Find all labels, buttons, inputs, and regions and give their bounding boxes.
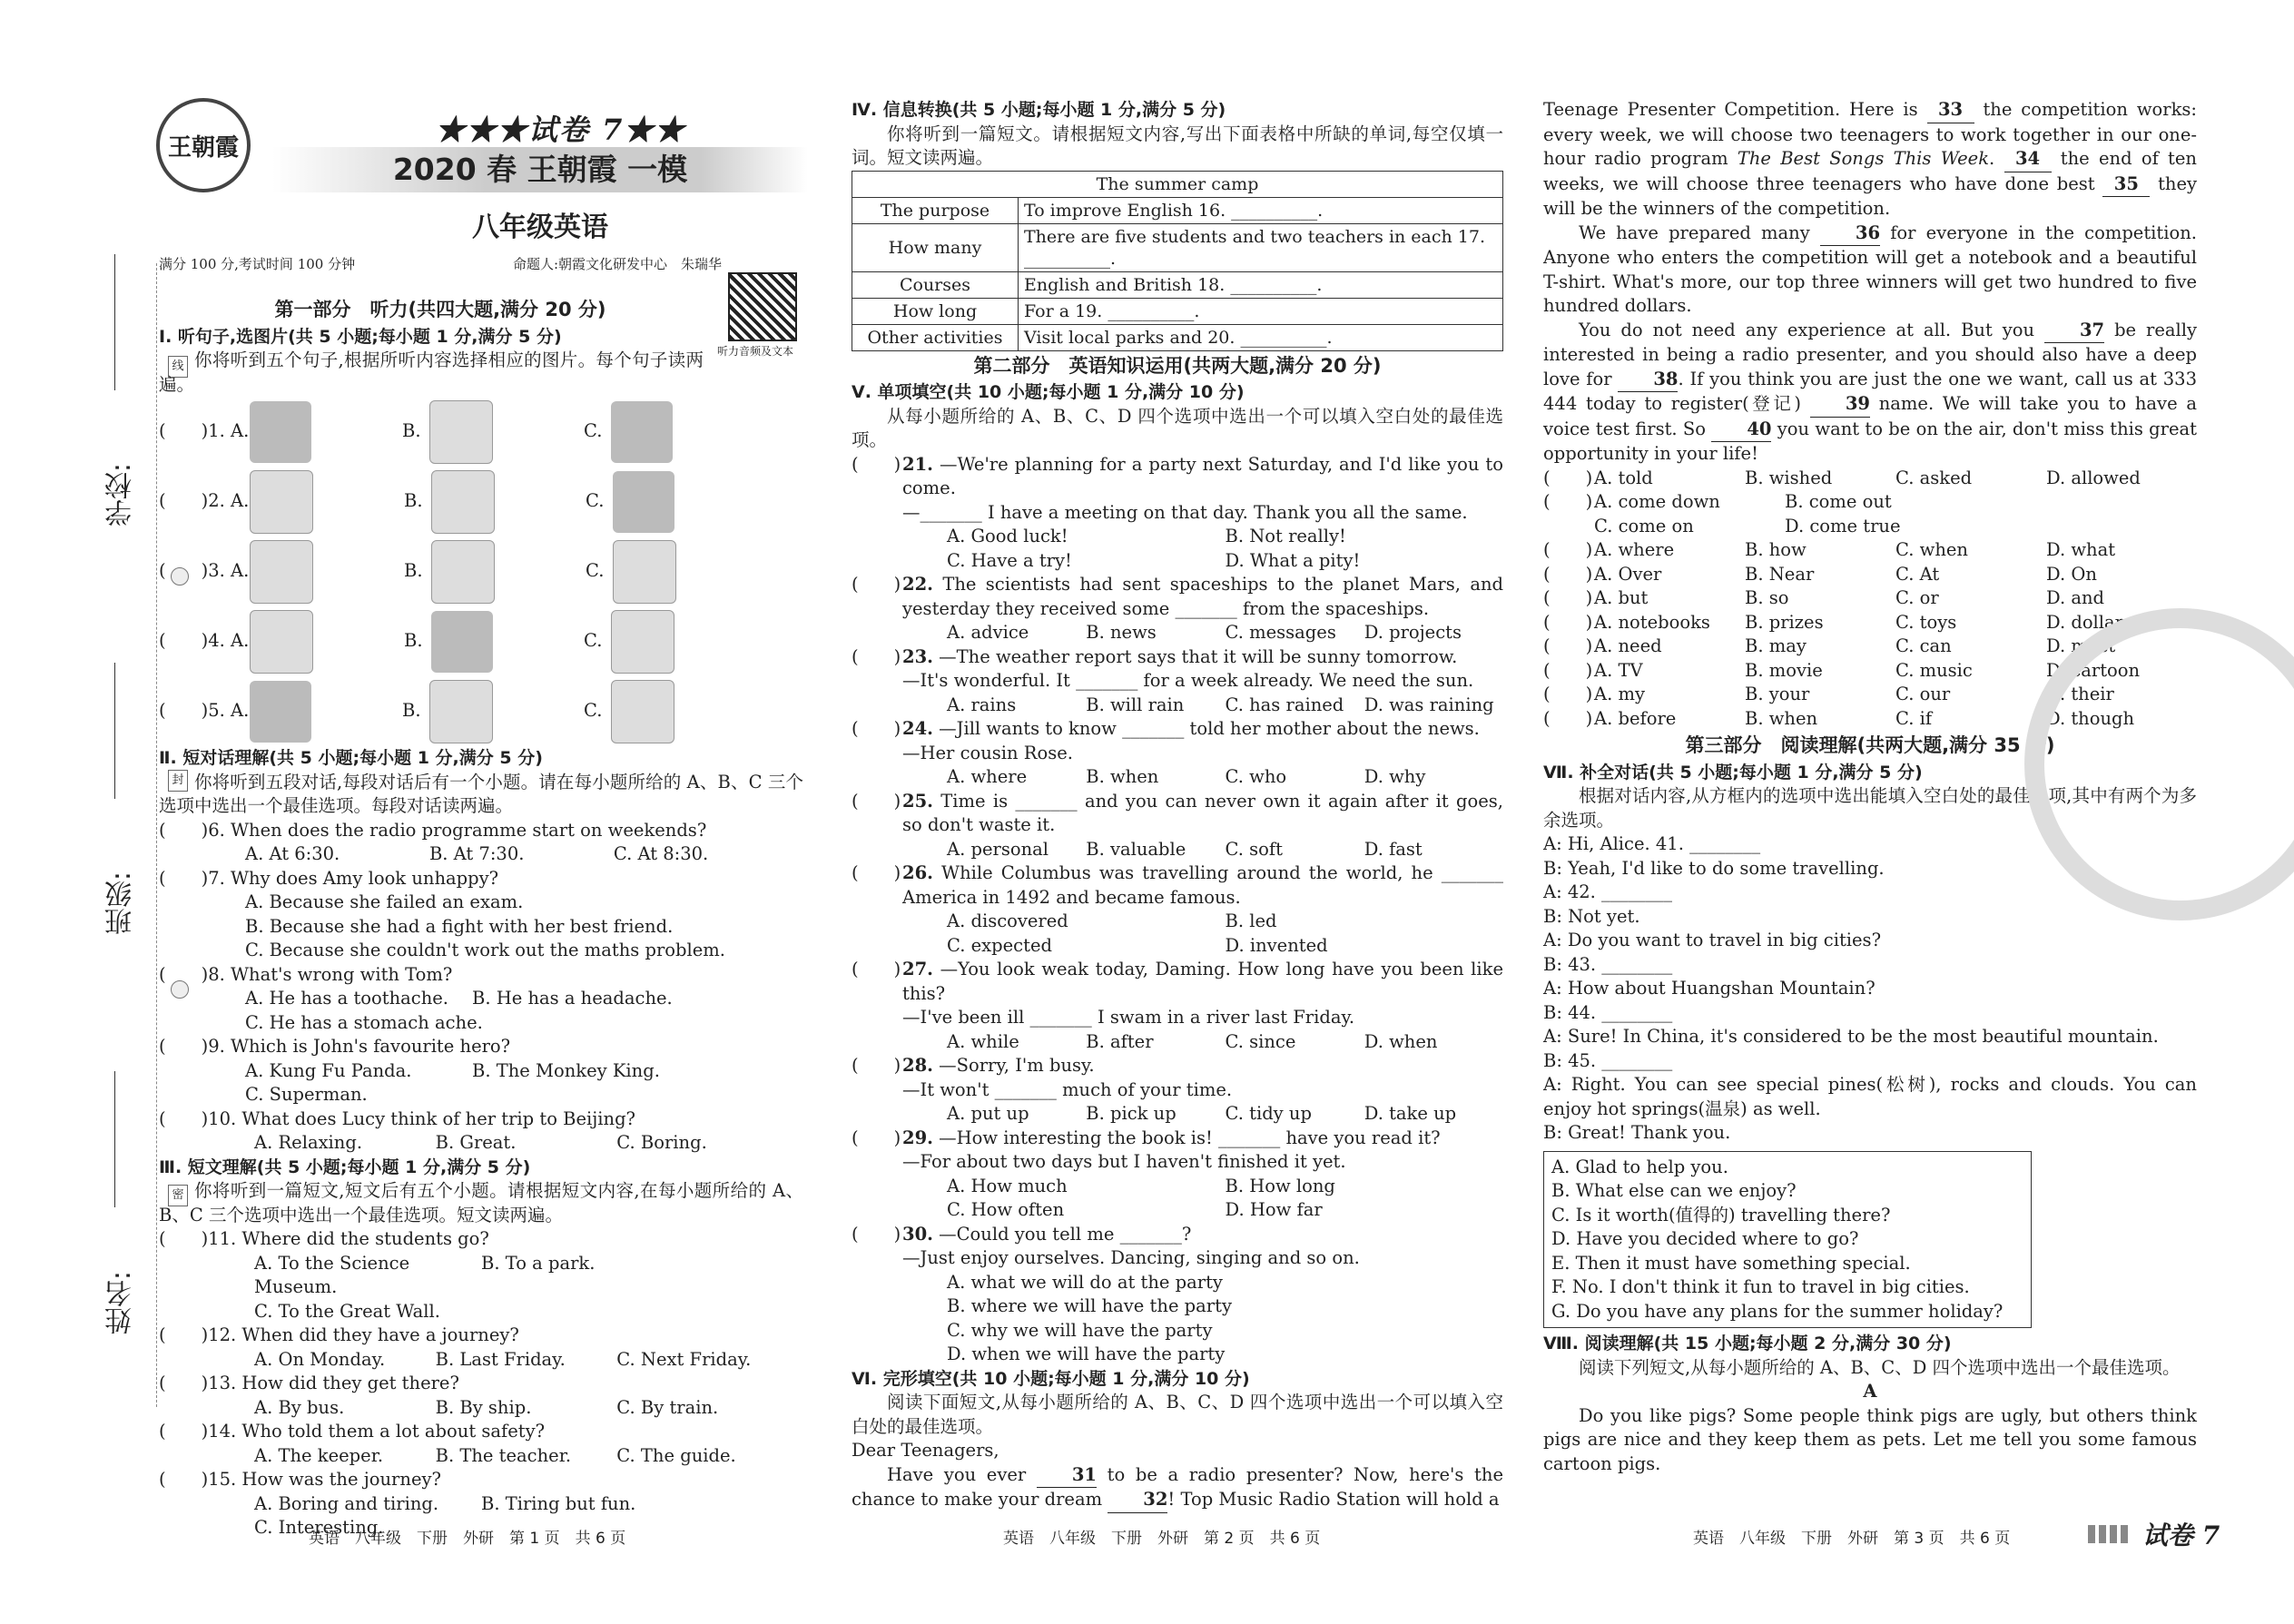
great-wall-picture-icon[interactable] — [611, 680, 674, 743]
globe-picture-icon[interactable] — [611, 401, 673, 463]
cloze-paragraph-1: Have you ever 31 to be a radio presenter? Now, here's the chance to make your dream 32! Top Music Radio Station will hold a — [852, 1463, 1503, 1513]
question-29[interactable]: ( ) 29. —How interesting the book is! _______ have you read it? —For about two days but I haven't finished it yet. — [852, 1127, 1441, 1172]
exam-label: ★★★试卷 7★★ — [436, 113, 686, 147]
picture-question-row: ( )3. A. B. C. — [159, 536, 803, 606]
question-21[interactable]: ( ) 21. —We're planning for a party next Saturday, and I'd like you to come. —_______ I have a meeting on that day. Thank you all the same. — [852, 453, 1503, 523]
question-22[interactable]: ( ) 22. The scientists had sent spaceships to the planet Mars, and yesterday they received some _______ from the spaceships. — [852, 574, 1503, 619]
cloze-question-37[interactable]: ( ) A. need B. may C. can D. must — [1543, 635, 2116, 656]
section-4-instructions: 你将听到一篇短文。请根据短文内容,写出下面表格中所缺的单词,每空仅填一词。短文读两遍。 — [852, 123, 1503, 168]
school-blank[interactable] — [114, 254, 115, 390]
dialog-options-box — [1543, 1151, 2032, 1329]
moon-picture-icon[interactable] — [429, 400, 493, 464]
meta-author: 命题人:朝霞文化研发中心 朱瑞华 — [512, 256, 722, 272]
question-27[interactable]: ( ) 27. —You look weak today, Daming. How long have you been like this? —I've been ill _______ I swam in a river last Friday. — [852, 959, 1503, 1028]
section-2-title: Ⅱ. 短对话理解(共 5 小题;每小题 1 分,满分 5 分) — [159, 748, 543, 768]
subtitle: 八年级英语 — [472, 212, 608, 243]
summer-camp-table — [852, 171, 1503, 351]
publisher-logo-icon: 王朝霞 — [156, 98, 251, 192]
cloze-question-40[interactable]: ( ) A. before B. when C. if D. though — [1543, 707, 2135, 729]
name-label: 姓名: — [105, 1271, 137, 1335]
question-21-options: A. Good luck! B. Not really! C. Have a try! D. What a pity! — [947, 526, 1361, 571]
question-7[interactable]: ( )7. Why does Amy look unhappy? — [159, 867, 499, 889]
dialog-line: A: Sure! In China, it's considered to be the most beautiful mountain. — [1543, 1026, 2159, 1047]
picture-question-row: ( )2. A. B. C. — [159, 467, 803, 536]
seal-mark-xian: 线 — [168, 356, 188, 378]
column-2 — [852, 98, 1503, 1513]
list-item[interactable]: B. What else can we enjoy? — [1551, 1180, 1797, 1201]
question-27-options: A. while B. after C. since D. when — [947, 1030, 1438, 1052]
mother-child-picture-icon[interactable] — [611, 610, 674, 674]
question-22-options: A. advice B. news C. messages D. projects — [947, 622, 1462, 643]
question-23[interactable]: ( ) 23. —The weather report says that it will be sunny tomorrow. —It's wonderful. It _______ for a week already. We need the sun. — [852, 645, 1474, 691]
cloze-blank-32[interactable]: 32 — [1108, 1488, 1167, 1513]
part-3-title: 第三部分 阅读理解(共两大题,满分 35 分) — [1685, 734, 2055, 756]
list-item[interactable]: G. Do you have any plans for the summer holiday? — [1551, 1300, 2004, 1322]
dialog-line[interactable]: B: 45. ________ — [1543, 1049, 1673, 1071]
seal-mark-feng: 封 — [168, 770, 188, 792]
section-8-instructions: 阅读下列短文,从每小题所给的 A、B、C、D 四个选项中选出一个最佳选项。 — [1579, 1356, 2181, 1378]
picture-question-row: ( )5. A. B. C. — [159, 676, 803, 746]
question-6-options: A. At 6:30. B. At 7:30. C. At 8:30. — [245, 843, 709, 864]
question-24-options: A. where B. when C. who D. why — [947, 766, 1426, 787]
question-8-option-c[interactable]: C. He has a stomach ache. — [245, 1011, 483, 1033]
question-25-options: A. personal B. valuable C. soft D. fast — [947, 838, 1423, 860]
question-number: ( )3. A. — [159, 560, 250, 582]
dialog-line[interactable]: B: 44. ________ — [1543, 1001, 1673, 1023]
question-14[interactable]: ( )14. Who told them a lot about safety? — [159, 1421, 546, 1442]
question-25[interactable]: ( ) 25. Time is _______ and you can never own it again after it goes, so don't waste it. — [852, 790, 1503, 835]
school-building-picture-icon[interactable] — [431, 540, 495, 604]
question-28[interactable]: ( ) 28. —Sorry, I'm busy. —It won't _______ much of your time. — [852, 1055, 1233, 1100]
letter-greeting: Dear Teenagers, — [852, 1440, 999, 1461]
cloze-blank-34[interactable]: 34 — [2004, 147, 2052, 172]
question-15-option-c[interactable]: C. Interesting. — [254, 1517, 384, 1538]
cloze-paragraph-3: You do not need any experience at all. But you 37 be really interested in being a radio presenter, and you should also have a deep love for 38. If you think you are just the one we want, call us at 333 444 today to register(登记) 39 name. We will take you to have a voice test first. So 40 you want to be on the air, don't miss this great opportunity in your life! — [1543, 319, 2198, 464]
table-row: The purpose To improve English 16. __________. — [852, 197, 1503, 223]
question-number: ( )1. A. — [159, 420, 250, 442]
section-3-instructions: 你将听到一篇短文,短文后有五个小题。请根据短文内容,在每小题所给的 A、B、C 三个选项中选出一个最佳选项。短文读两遍。 — [159, 1180, 803, 1225]
question-29-options: A. How much B. How long C. How often D. How far — [947, 1175, 1335, 1220]
cloze-question-33[interactable]: ( ) A. where B. how C. when D. what — [1543, 539, 2116, 560]
part-1-title: 第一部分 听力(共四大题,满分 20 分) — [274, 299, 606, 320]
school-label: 学校: — [105, 463, 137, 527]
question-30-option-b[interactable]: B. where we will have the party — [947, 1295, 1232, 1316]
dialog-line: B: Not yet. — [1543, 905, 1640, 927]
question-24[interactable]: ( ) 24. —Jill wants to know _______ told her mother about the news. —Her cousin Rose. — [852, 718, 1480, 763]
question-13-options: A. By bus. B. By ship. C. By train. — [254, 1396, 719, 1418]
column-1 — [159, 295, 803, 1540]
table-row: Other activities Visit local parks and 20. __________. — [852, 324, 1503, 350]
question-15-options: A. Boring and tiring. B. Tiring but fun. — [254, 1492, 636, 1514]
cloze-blank-37[interactable]: 37 — [2044, 319, 2104, 344]
section-5-title: Ⅴ. 单项填空(共 10 小题;每小题 1 分,满分 10 分) — [852, 382, 1245, 402]
table-row: How many There are five students and two teachers in each 17. __________. — [852, 223, 1503, 271]
section-7-instructions: 根据对话内容,从方框内的选项中选出能填入空白处的最佳选项,其中有两个为多余选项。 — [1543, 785, 2197, 831]
decorative-dots-icon — [2088, 1525, 2132, 1543]
dialog-line: A: How about Huangshan Mountain? — [1543, 978, 1876, 999]
dialog-line: B: Yeah, I'd like to do some travelling. — [1543, 857, 1885, 879]
question-30-option-d[interactable]: D. when we will have the party — [947, 1343, 1226, 1364]
section-4-title: Ⅳ. 信息转换(共 5 小题;每小题 1 分,满分 5 分) — [852, 100, 1226, 120]
question-7-option-a[interactable]: A. Because she failed an exam. — [245, 891, 524, 912]
class-label: 班级: — [105, 871, 137, 936]
question-12[interactable]: ( )12. When did they have a journey? — [159, 1324, 519, 1345]
question-26-options: A. discovered B. led C. expected D. invented — [947, 910, 1328, 956]
cloze-paragraph-2: We have prepared many 36 for everyone in the competition. Anyone who enters the competition will get a notebook and a beautiful T-shirt. What's more, our top three winners will get two hundred to five hundred dollars. — [1543, 221, 2197, 316]
question-9-options: A. Kung Fu Panda. B. The Monkey King. — [245, 1059, 660, 1081]
section-5-instructions: 从每小题所给的 A、B、C、D 四个选项中选出一个可以填入空白处的最佳选项。 — [852, 405, 1503, 450]
section-7-title: Ⅶ. 补全对话(共 5 小题;每小题 1 分,满分 5 分) — [1543, 762, 1923, 782]
question-13[interactable]: ( )13. How did they get there? — [159, 1373, 459, 1393]
question-number: ( )2. A. — [159, 490, 250, 512]
cloze-question-36[interactable]: ( ) A. notebooks B. prizes C. toys D. dollars — [1543, 611, 2132, 633]
section-6-title: Ⅵ. 完形填空(共 10 小题;每小题 1 分,满分 10 分) — [852, 1368, 1250, 1389]
question-9[interactable]: ( )9. Which is John's favourite hero? — [159, 1036, 511, 1057]
section-1-instructions: 你将听到五个句子,根据所听内容选择相应的图片。每个句子读两遍。 — [159, 349, 704, 395]
binding-strip — [54, 0, 184, 1624]
passage-text: Do you like pigs? Some people think pigs are ugly, but others think pigs are nice and they keep them as pets. Let me tell you some famous cartoon pigs. — [1543, 1404, 2197, 1474]
question-30-option-c[interactable]: C. why we will have the party — [947, 1319, 1213, 1341]
question-9-option-c[interactable]: C. Superman. — [245, 1084, 368, 1105]
earth-picture-icon[interactable] — [250, 401, 311, 463]
dialog-line[interactable]: A: 42. ________ — [1543, 881, 1673, 902]
section-8-title: Ⅷ. 阅读理解(共 15 小题;每小题 2 分,满分 30 分) — [1543, 1334, 1952, 1353]
dialog-line: A: Do you want to travel in big cities? — [1543, 930, 1882, 950]
cloze-question-32[interactable]: ( ) A. come down B. come out C. come on D. come true — [1543, 491, 1901, 536]
cloze-blank-40[interactable]: 40 — [1711, 418, 1771, 443]
passage-label: A — [1863, 1381, 1877, 1402]
question-14-options: A. The keeper. B. The teacher. C. The guide. — [254, 1444, 736, 1466]
hospital-picture-icon[interactable] — [613, 540, 676, 604]
kungfu-picture-icon[interactable] — [613, 471, 674, 533]
cloze-blank-39[interactable]: 39 — [1810, 392, 1870, 418]
name-blank[interactable] — [114, 1071, 115, 1207]
footer-page-3: 英语 八年级 下册 外研 第 3 页 共 6 页 — [1693, 1530, 2011, 1548]
cloze-blank-36[interactable]: 36 — [1820, 221, 1880, 247]
title-banner — [272, 147, 808, 192]
question-28-options: A. put up B. pick up C. tidy up D. take up — [947, 1103, 1457, 1124]
question-11[interactable]: ( )11. Where did the students go? — [159, 1228, 489, 1249]
question-number: ( )4. A. — [159, 630, 250, 652]
doctor-patient-picture-icon[interactable] — [431, 611, 493, 673]
question-11-options: A. To the Science Museum. B. To a park. — [254, 1252, 596, 1297]
big-ben-picture-icon[interactable] — [429, 680, 493, 743]
question-30[interactable]: ( ) 30. —Could you tell me _______? —Just enjoy ourselves. Dancing, singing and so on. — [852, 1223, 1360, 1268]
main-title: 2020 春 王朝霞 一模 — [392, 152, 688, 187]
question-15[interactable]: ( )15. How was the journey? — [159, 1469, 441, 1490]
seal-line — [156, 263, 157, 1407]
dancer-picture-icon[interactable] — [250, 470, 313, 534]
cloze-paragraph-1-cont: Teenage Presenter Competition. Here is 33 the competition works: every week, we will choose two teenagers to work together in our one-hour radio program The Best Songs This Week. 34 the end of ten weeks, we will choose three teenagers who have done best 35 they will be the winners of the competition. — [1543, 99, 2198, 219]
cloze-question-39[interactable]: ( ) A. my B. your C. our D. their — [1543, 684, 2114, 704]
section-1-title: Ⅰ. 听句子,选图片(共 5 小题;每小题 1 分,满分 5 分) — [159, 326, 562, 347]
seal-mark-mi: 密 — [168, 1185, 188, 1206]
list-item[interactable]: F. No. I don't think it fun to travel in big cities. — [1551, 1276, 1970, 1297]
question-30-option-a[interactable]: A. what we will do at the party — [947, 1271, 1223, 1293]
cloze-blank-31[interactable]: 31 — [1037, 1463, 1097, 1489]
question-8[interactable]: ( )8. What's wrong with Tom? — [159, 963, 453, 985]
cloze-question-34[interactable]: ( ) A. Over B. Near C. At D. On — [1543, 563, 2097, 585]
question-23-options: A. rains B. will rain C. has rained D. was raining — [947, 694, 1494, 715]
qr-caption: 听力音频及文本 — [717, 345, 794, 358]
list-item[interactable]: D. Have you decided where to go? — [1551, 1228, 1859, 1249]
dialog-line[interactable]: B: 43. ________ — [1543, 953, 1673, 975]
cloze-question-31[interactable]: ( ) A. told B. wished C. asked D. allowed — [1543, 467, 2141, 488]
meta-score-time: 满分 100 分,考试时间 100 分钟 — [159, 256, 356, 272]
fan-picture-icon[interactable] — [431, 470, 495, 534]
class-blank[interactable] — [114, 663, 115, 799]
list-item[interactable]: C. Is it worth(值得的) travelling there? — [1551, 1204, 1891, 1225]
part-2-title: 第二部分 英语知识运用(共两大题,满分 20 分) — [973, 354, 1382, 377]
list-item[interactable]: A. Glad to help you. — [1551, 1156, 1728, 1177]
dialog-line[interactable]: A: Hi, Alice. 41. ________ — [1543, 833, 1761, 854]
table-row: How long For a 19. __________. — [852, 298, 1503, 324]
dialog-line: A: Right. You can see special pines(松树), rocks and clouds. You can enjoy hot springs(温泉) as well. — [1543, 1074, 2197, 1119]
section-2-instructions: 你将听到五段对话,每段对话后有一个小题。请在每小题所给的 A、B、C 三个选项中选出一个最佳选项。每段对话读两遍。 — [159, 771, 803, 816]
section-3-title: Ⅲ. 短文理解(共 5 小题;每小题 1 分,满分 5 分) — [159, 1156, 531, 1177]
list-item[interactable]: E. Then it must have something special. — [1551, 1252, 1911, 1274]
cloze-blank-33[interactable]: 33 — [1927, 98, 1974, 123]
footer-page-1: 英语 八年级 下册 外研 第 1 页 共 6 页 — [309, 1530, 626, 1548]
cloze-blank-38[interactable]: 38 — [1618, 368, 1678, 393]
question-6[interactable]: ( )6. When does the radio programme start on weekends? — [159, 819, 707, 841]
question-11-option-c[interactable]: C. To the Great Wall. — [254, 1300, 440, 1322]
cloze-question-35[interactable]: ( ) A. but B. so C. or D. and — [1543, 587, 2105, 608]
section-6-instructions: 阅读下面短文,从每小题所给的 A、B、C、D 四个选项中选出一个可以填入空白处的最佳选项。 — [852, 1392, 1503, 1437]
question-12-options: A. On Monday. B. Last Friday. C. Next Friday. — [254, 1348, 752, 1370]
cinema-picture-icon[interactable] — [250, 540, 313, 604]
table-header: The summer camp — [852, 171, 1503, 197]
footer-page-2: 英语 八年级 下册 外研 第 2 页 共 6 页 — [1003, 1530, 1321, 1548]
people-talking-picture-icon[interactable] — [250, 610, 313, 674]
question-26[interactable]: ( ) 26. While Columbus was travelling around the world, he _______ America in 1492 and became famous. — [852, 862, 1503, 908]
footer-exam-label: 试卷 7 — [2142, 1521, 2220, 1550]
question-8-options: A. He has a toothache. B. He has a headache. — [245, 988, 673, 1009]
picture-question-row: ( )1. A. B. C. — [159, 397, 803, 467]
dialog-line: B: Great! Thank you. — [1543, 1122, 1731, 1143]
question-7-option-c[interactable]: C. Because she couldn't work out the maths problem. — [245, 940, 725, 960]
exam-meta — [159, 254, 803, 273]
table-row: Courses English and British 18. __________. — [852, 271, 1503, 298]
picture-question-row: ( )4. A. B. C. — [159, 606, 803, 676]
question-10[interactable]: ( )10. What does Lucy think of her trip to Beijing? — [159, 1107, 636, 1129]
question-number: ( )5. A. — [159, 700, 250, 722]
question-10-options: A. Relaxing. B. Great. C. Boring. — [254, 1132, 707, 1153]
cloze-question-38[interactable]: ( ) A. TV B. movie C. music D. cartoon — [1543, 659, 2141, 681]
question-7-option-b[interactable]: B. Because she had a fight with her best friend. — [245, 915, 674, 937]
cloze-blank-35[interactable]: 35 — [2102, 172, 2150, 198]
eiffel-tower-picture-icon[interactable] — [250, 681, 311, 743]
